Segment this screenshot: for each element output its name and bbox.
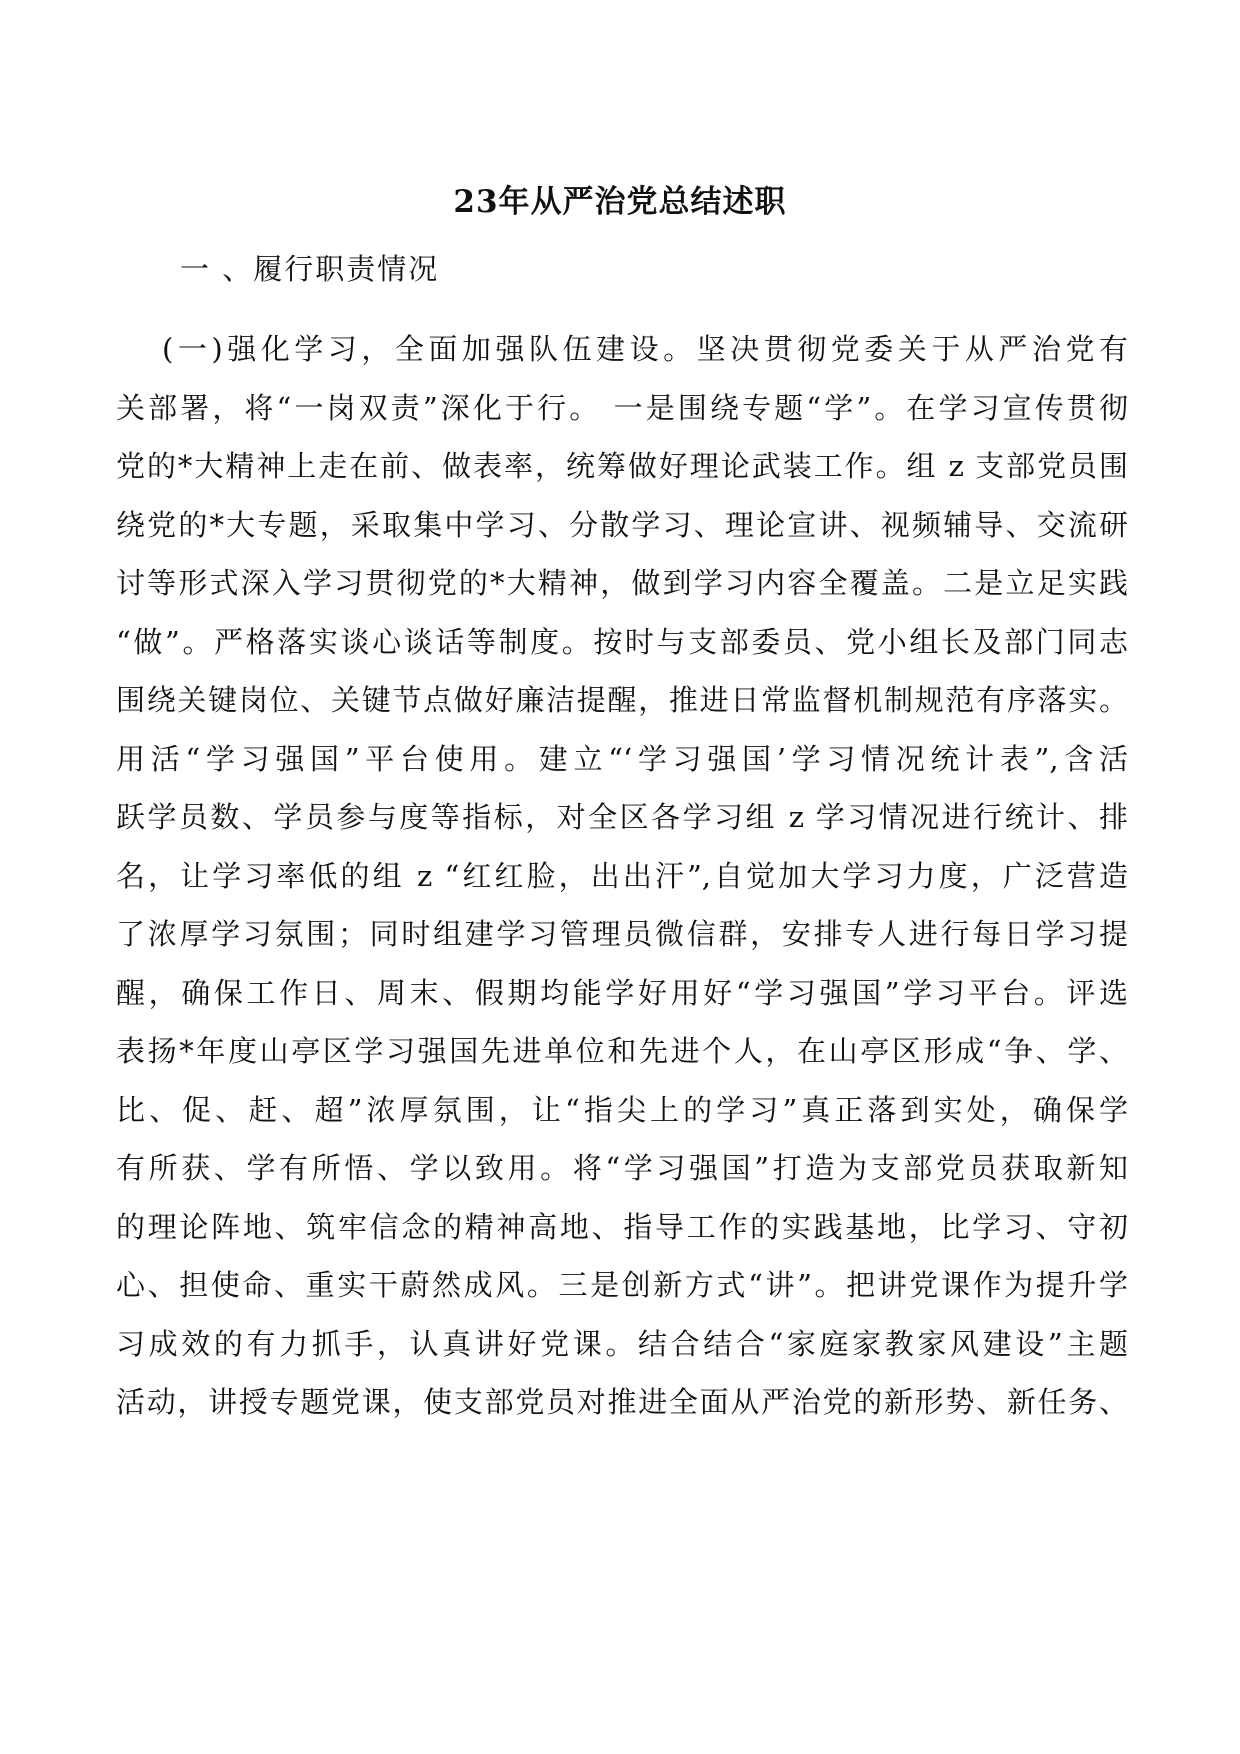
paragraph-line [116, 671, 1128, 730]
section-heading: 一 、履行职责情况 [180, 252, 440, 286]
paragraph-line [116, 1198, 1128, 1257]
paragraph-line-text: 表扬*年度山亭区学习强国先进单位和先进个人，在山亭区形成“争、学、 [116, 1034, 1128, 1068]
paragraph-line-text: “做”。严格落实谈心谈话等制度。按时与支部委员、党小组长及部门同志 [116, 624, 1128, 659]
paragraph-line-text: 比、促、赶、超”浓厚氛围，让“指尖上的学习”真正落到实处，确保学 [116, 1092, 1128, 1127]
paragraph-body [116, 320, 1128, 1432]
paragraph-line [116, 379, 1128, 438]
paragraph-line-text: 跃学员数、学员参与度等指标，对全区各学习组 z 学习情况进行统计、排 [116, 800, 1128, 834]
paragraph-line-text: 的理论阵地、筑牢信念的精神高地、指导工作的实践基地，比学习、守初 [116, 1209, 1128, 1244]
paragraph-line-text: 有所获、学有所悟、学以致用。将“学习强国”打造为支部党员获取新知 [116, 1151, 1128, 1185]
paragraph-line [116, 905, 1128, 964]
paragraph-line-text: 活动，讲授专题党课，使支部党员对推进全面从严治党的新形势、新任务、 [116, 1385, 1128, 1419]
paragraph-line-text: 习成效的有力抓手，认真讲好党课。结合结合“家庭家教家风建设”主题 [116, 1326, 1128, 1361]
paragraph-line [116, 496, 1128, 555]
document-title: 23年从严治党总结述职 [453, 184, 787, 220]
paragraph-line [116, 1315, 1128, 1374]
paragraph-line [116, 554, 1128, 613]
paragraph-line [116, 320, 1128, 379]
paragraph-line-text: 围绕关键岗位、关键节点做好廉洁提醒，推进日常监督机制规范有序落实。 [116, 683, 1128, 717]
paragraph-line [116, 1373, 1128, 1432]
paragraph-line-text: 讨等形式深入学习贯彻党的*大精神，做到学习内容全覆盖。二是立足实践 [116, 566, 1128, 600]
paragraph-line [116, 788, 1128, 847]
paragraph-line [116, 613, 1128, 672]
paragraph-line [116, 1256, 1128, 1315]
paragraph-line-text: (一)强化学习，全面加强队伍建设。坚决贯彻党委关于从严治党有 [162, 332, 1128, 366]
paragraph-line-text: 党的*大精神上走在前、做表率，统筹做好理论武装工作。组 z 支部党员围 [116, 449, 1128, 483]
paragraph-line [116, 730, 1128, 789]
paragraph-line [116, 1081, 1128, 1140]
paragraph-line [116, 964, 1128, 1023]
paragraph-line [116, 1139, 1128, 1198]
paragraph-line [116, 847, 1128, 906]
paragraph-line [116, 1022, 1128, 1081]
paragraph-line-text: 了浓厚学习氛围；同时组建学习管理员微信群，安排专人进行每日学习提 [116, 917, 1128, 951]
paragraph-line-text: 绕党的*大专题，采取集中学习、分散学习、理论宣讲、视频辅导、交流研 [116, 507, 1128, 542]
paragraph-line-text: 心、担使命、重实干蔚然成风。三是创新方式“讲”。把讲党课作为提升学 [116, 1268, 1128, 1302]
paragraph-line-text: 关部署，将“一岗双责”深化于行。 一是围绕专题“学”。在学习宣传贯彻 [116, 390, 1128, 425]
paragraph-line-text: 名，让学习率低的组 z “红红脸，出出汗”,自觉加大学习力度，广泛营造 [116, 858, 1128, 893]
paragraph-line-text: 用活“学习强国”平台使用。建立“‘学习强国’学习情况统计表”,含活 [116, 741, 1128, 776]
paragraph-line-text: 醒，确保工作日、周末、假期均能学好用好“学习强国”学习平台。评选 [116, 975, 1128, 1010]
paragraph-line [116, 437, 1128, 496]
